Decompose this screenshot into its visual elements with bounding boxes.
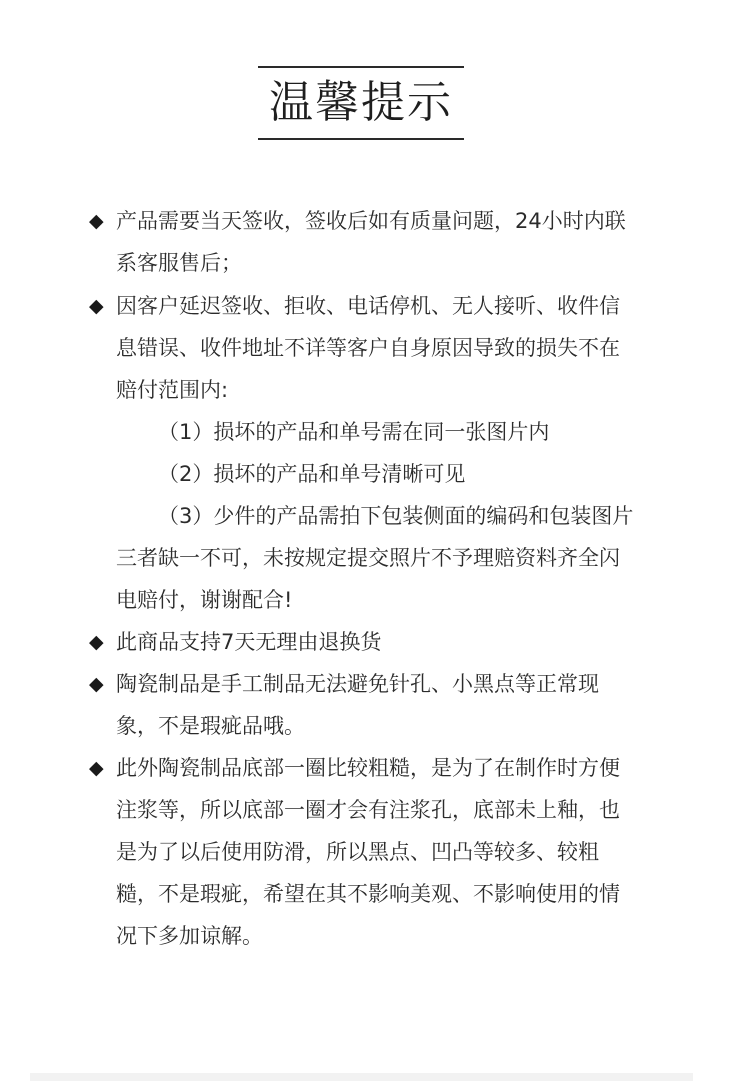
diamond-bullet-icon: ◆ [89, 631, 104, 653]
notice-line: 因客户延迟签收、拒收、电话停机、无人接听、收件信 [116, 294, 620, 318]
diamond-bullet-icon: ◆ [89, 757, 104, 779]
notice-line: 此外陶瓷制品底部一圈比较粗糙，是为了在制作时方便 [116, 756, 620, 780]
notice-line: 陶瓷制品是手工制品无法避免针孔、小黑点等正常现 [116, 672, 599, 696]
notice-line: 电赔付，谢谢配合! [116, 588, 293, 612]
notice-list [84, 200, 664, 957]
notice-item-ceramic-base [84, 747, 664, 957]
bottom-divider [30, 1073, 693, 1081]
notice-line: 三者缺一不可，未按规定提交照片不予理赔资料齐全闪 [116, 546, 620, 570]
diamond-bullet-icon: ◆ [89, 210, 104, 232]
notice-line: 系客服售后； [116, 251, 242, 275]
notice-line: 赔付范围内: [116, 378, 229, 402]
notice-item-customer-reasons [84, 285, 664, 621]
claim-requirement-3: （3）少件的产品需拍下包装侧面的编码和包装图片 [158, 504, 634, 528]
notice-line: 注浆等，所以底部一圈才会有注浆孔，底部未上釉，也 [116, 798, 620, 822]
notice-line: 象，不是瑕疵品哦。 [116, 714, 305, 738]
notice-line: 产品需要当天签收，签收后如有质量问题，24小时内联 [116, 209, 626, 233]
notice-line: 况下多加谅解。 [116, 924, 263, 948]
notice-line: 糙，不是瑕疵，希望在其不影响美观、不影响使用的情 [116, 882, 620, 906]
page-title: 温馨提示 [269, 77, 453, 128]
notice-item-return-policy [84, 621, 664, 663]
claim-requirement-2: （2）损坏的产品和单号清晰可见 [158, 462, 466, 486]
notice-line: 此商品支持7天无理由退换货 [116, 630, 382, 654]
notice-item-sign-receipt [84, 200, 664, 284]
notice-line: 是为了以后使用防滑，所以黑点、凹凸等较多、较粗 [116, 840, 599, 864]
notice-item-handmade-ceramics [84, 663, 664, 747]
title-frame [258, 66, 464, 140]
notice-line: 息错误、收件地址不详等客户自身原因导致的损失不在 [116, 336, 620, 360]
diamond-bullet-icon: ◆ [89, 673, 104, 695]
diamond-bullet-icon: ◆ [89, 295, 104, 317]
claim-requirement-1: （1）损坏的产品和单号需在同一张图片内 [158, 420, 550, 444]
